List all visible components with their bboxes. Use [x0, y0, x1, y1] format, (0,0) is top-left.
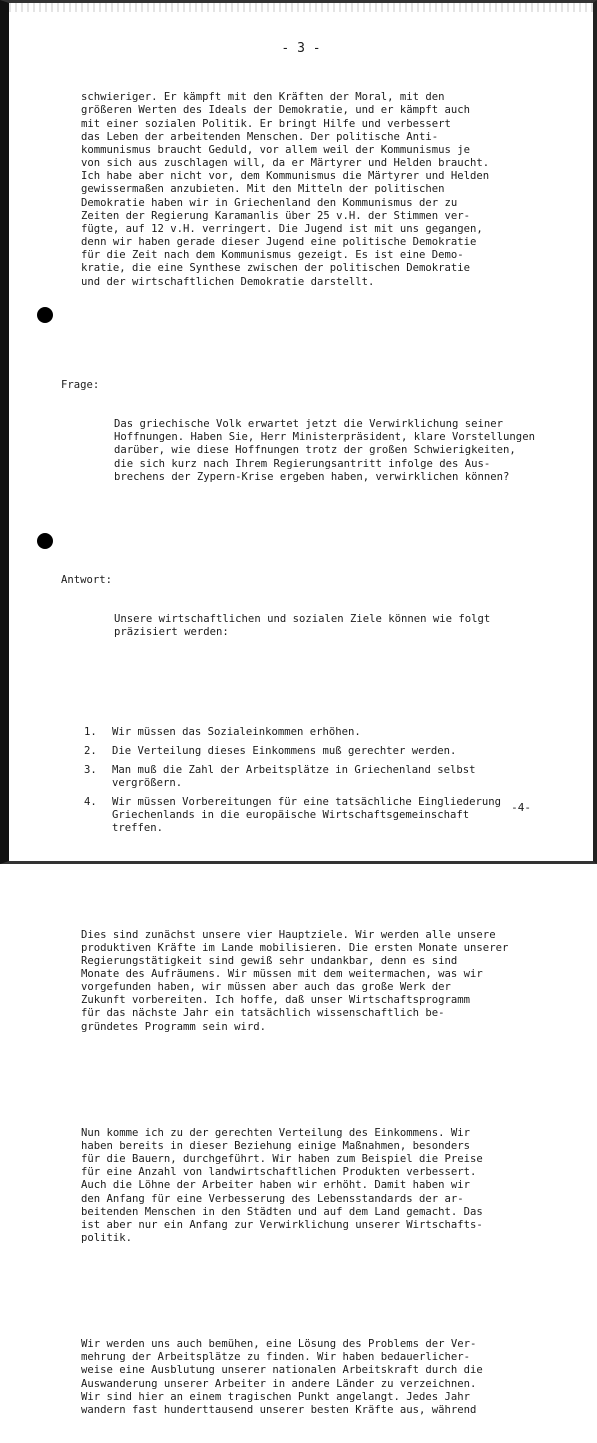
text-line: wandern fast hunderttausend unserer besten Kräfte aus, während — [81, 1403, 477, 1416]
text-line: Ich habe aber nicht vor, dem Kommunismus die Märtyrer und Helden — [81, 170, 490, 183]
text-line: das Leben der arbeitenden Menschen. Der politische Anti- — [81, 130, 439, 143]
text-line: kratie, die eine Synthese zwischen der politischen Demokratie — [81, 262, 471, 275]
question-line: die sich kurz nach Ihrem Regierungsantritt infolge des Aus- — [114, 457, 491, 470]
goal-number: 4. — [84, 796, 97, 809]
goal-text-continued: Griechenlands in die europäische Wirtschaftsgemeinschaft — [112, 809, 470, 822]
text-line: Nun komme ich zu der gerechten Verteilung des Einkommens. Wir — [81, 1126, 471, 1139]
goal-text-continued: treffen. — [112, 822, 164, 835]
text-line: mehrung der Arbeitsplätze zu finden. Wir haben bedauerlicher- — [81, 1351, 471, 1364]
question-label: Frage: — [61, 378, 100, 391]
next-page-marker: -4- — [511, 801, 531, 814]
text-line: produktiven Kräfte im Lande mobilisieren. Die ersten Monate unserer — [81, 941, 509, 954]
text-line: Zeiten der Regierung Karamanlis über 25 v.H. der Stimmen ver- — [81, 209, 471, 222]
text-line: Auswanderung unserer Arbeiter in andere Länder zu verzeichnen. — [81, 1377, 477, 1390]
question-line: Das griechische Volk erwartet jetzt die Verwirklichung seiner — [114, 418, 504, 431]
goals-list — [9, 726, 593, 836]
question-block — [9, 379, 593, 484]
text-line: Zukunft vorbereiten. Ich hoffe, daß unser Wirtschaftsprogramm — [81, 994, 471, 1007]
goal-number: 1. — [84, 725, 97, 738]
question-line: Hoffnungen. Haben Sie, Herr Ministerpräsident, klare Vorstellungen — [114, 431, 535, 444]
text-line: für eine Anzahl von landwirtschaftlichen Produkten verbessert. — [81, 1166, 477, 1179]
goal-item — [9, 726, 593, 739]
text-line: den Anfang für eine Verbesserung des Lebensstandards der ar- — [81, 1192, 464, 1205]
paragraph-distribution — [9, 1127, 593, 1245]
text-line: fügte, auf 12 v.H. verringert. Die Jugend ist mit uns gegangen, — [81, 222, 483, 235]
goal-number: 3. — [84, 763, 97, 776]
text-line: Regierungstätigkeit sind gewiß sehr undankbar, denn es sind — [81, 954, 458, 967]
text-line: politik. — [81, 1231, 133, 1244]
answer-line: präzisiert werden: — [114, 626, 229, 639]
goal-text: Man muß die Zahl der Arbeitsplätze in Griechenland selbst — [112, 763, 476, 776]
text-line: Demokratie haben wir in Griechenland den Kommunismus der zu — [81, 196, 458, 209]
text-line: weise eine Ausblutung unserer nationalen Arbeitskraft durch die — [81, 1364, 483, 1377]
paragraph-goals — [9, 929, 593, 1034]
scan-artifact-top — [9, 3, 593, 12]
text-line: von sich aus zuschlagen will, da er Märtyrer und Helden braucht. — [81, 157, 490, 170]
text-line: vorgefunden haben, wir müssen aber auch das große Werk der — [81, 981, 451, 994]
document-body — [9, 65, 593, 1443]
text-line: gewissermaßen anzubieten. Mit den Mitteln der politischen — [81, 183, 445, 196]
text-line: für die Zeit nach dem Kommunismus gezeigt. Es ist eine Demo- — [81, 249, 464, 262]
text-line: und der wirtschaftlichen Demokratie darstellt. — [81, 275, 375, 288]
goal-number: 2. — [84, 744, 97, 757]
paragraph-jobs — [9, 1338, 593, 1417]
text-line: größeren Werten des Ideals der Demokratie, und er kämpft auch — [81, 104, 471, 117]
page-number: - 3 - — [281, 41, 321, 56]
punch-hole — [37, 307, 53, 323]
paragraph-intro — [9, 91, 593, 288]
text-line: denn wir haben gerade dieser Jugend eine politische Demokratie — [81, 236, 477, 249]
text-line: Wir werden uns auch bemühen, eine Lösung des Problems der Ver- — [81, 1338, 477, 1351]
text-line: beitenden Menschen in den Städten und auf dem Land gemacht. Das — [81, 1205, 483, 1218]
text-line: kommunismus braucht Geduld, vor allem weil der Kommunismus je — [81, 143, 471, 156]
answer-label: Antwort: — [61, 573, 113, 586]
answer-line: Unsere wirtschaftlichen und sozialen Ziele können wie folgt — [114, 613, 491, 626]
text-line: gründetes Programm sein wird. — [81, 1020, 266, 1033]
text-line: mit einer sozialen Politik. Er bringt Hilfe und verbessert — [81, 117, 451, 130]
text-line: Dies sind zunächst unsere vier Hauptziele. Wir werden alle unsere — [81, 928, 496, 941]
answer-block — [9, 574, 593, 640]
goal-item — [9, 745, 593, 758]
text-line: Monate des Aufräumens. Wir müssen mit dem weitermachen, was wir — [81, 968, 483, 980]
question-line: brechens der Zypern-Krise ergeben haben, verwirklichen können? — [114, 470, 510, 483]
text-line: für die Bauern, durchgeführt. Wir haben zum Beispiel die Preise — [81, 1153, 483, 1166]
goal-item — [9, 796, 593, 809]
goal-text-continued: vergrößern. — [112, 776, 183, 789]
goal-text: Wir müssen das Sozialeinkommen erhöhen. — [112, 725, 361, 738]
text-line: für das nächste Jahr ein tatsächlich wissenschaftlich be- — [81, 1007, 445, 1020]
punch-hole — [37, 533, 53, 549]
goal-item — [9, 764, 593, 777]
goal-text: Wir müssen Vorbereitungen für eine tatsächliche Eingliederung — [112, 796, 502, 809]
text-line: schwieriger. Er kämpft mit den Kräften der Moral, mit den — [81, 91, 445, 104]
text-line: Wir sind hier an einem tragischen Punkt angelangt. Jedes Jahr — [81, 1390, 471, 1403]
goal-text: Die Verteilung dieses Einkommens muß gerechter werden. — [112, 744, 457, 757]
text-line: Auch die Löhne der Arbeiter haben wir erhöht. Damit haben wir — [81, 1179, 471, 1192]
text-line: ist aber nur ein Anfang zur Verwirklichung unserer Wirtschafts- — [81, 1218, 483, 1231]
question-line: darüber, wie diese Hoffnungen trotz der großen Schwierigkeiten, — [114, 444, 516, 457]
text-line: haben bereits in dieser Beziehung einige Maßnahmen, besonders — [81, 1139, 471, 1152]
